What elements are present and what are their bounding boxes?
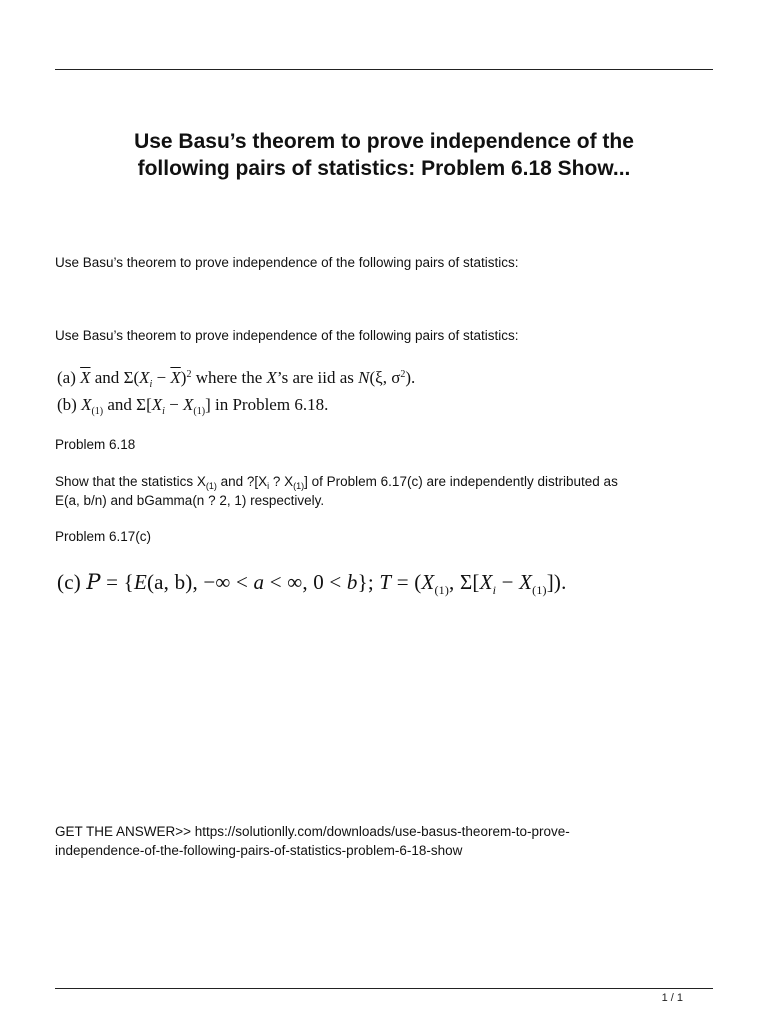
problem-6-18-text: Show that the statistics $X_{(1)}$ and $?[X_i$ ? $X_{(1)}$] of Problem 6.17(c) are independently distributed as E(a, b/n) and bGamma(n ? 2, 1) respectively. [55,474,618,508]
math-part-c: (c) P = {E(a, b), −∞ < a < ∞, 0 < b}; $T = (X_{(1)}$, $\Sigma[X_i - X_{(1)}]$). [57,570,567,597]
page-title [55,128,713,182]
page-number: 1 / 1 [661,992,683,1004]
header-rule [55,69,713,70]
get-answer-link[interactable]: GET THE ANSWER>> https://solutionlly.com/downloads/use-basus-theorem-to-prove- independence-of-the-following-pairs-of-statistics-problem-6-18-show [55,824,570,858]
footer-rule [55,988,713,989]
math-part-b: (b) $X_{(1)}$ and $\Sigma[X_i - X_{(1)}]$ in Problem 6.18. [57,395,329,417]
title-line-1: Use Basu’s theorem to prove independence of the [134,130,634,153]
math-part-a: (a) $\overline{X}$ and $\Sigma(X_i - \overline{X})^2$ where the X’s are iid as N(ξ, $\sigma^2$). [57,368,416,390]
title-line-2: following pairs of statistics: Problem 6.18 Show... [137,157,631,180]
problem-6-17c-heading: Problem 6.17(c) [55,529,152,544]
question-text: Use Basu’s theorem to prove independence of the following pairs of statistics: [55,328,519,343]
intro-text: Use Basu’s theorem to prove independence of the following pairs of statistics: [55,255,519,270]
problem-6-18-heading: Problem 6.18 [55,437,136,452]
